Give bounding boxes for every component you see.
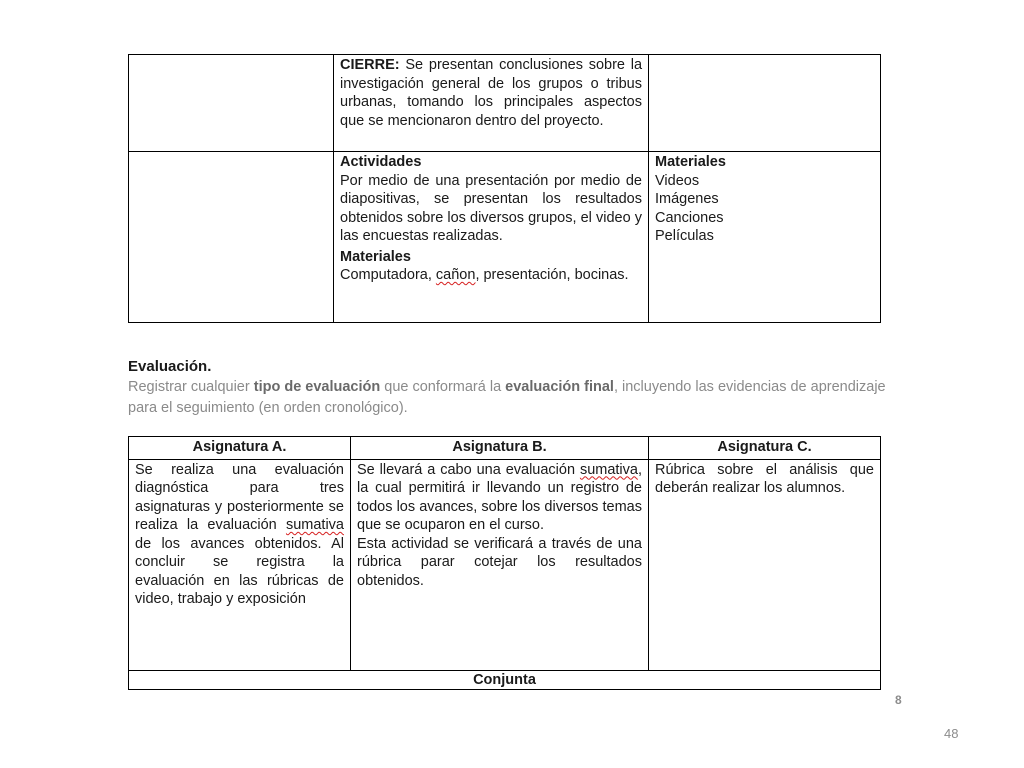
closing-cell <box>334 55 649 152</box>
column-header: Asignatura A. <box>129 437 351 460</box>
materials-label: Materiales <box>340 248 411 265</box>
closing-label: CIERRE: <box>340 57 400 73</box>
spellcheck-flag: sumativa <box>579 461 638 478</box>
activities-cell <box>334 152 649 323</box>
activities-label: Actividades <box>340 154 422 170</box>
material-item: Imágenes <box>655 191 719 207</box>
spellcheck-flag: cañon <box>435 267 476 283</box>
evaluation-instructions: Registrar cualquier tipo de evaluación que conformará la evaluación final, incluyendo las evidencias de aprendizaje para el seguimiento (en orden cronológico). <box>128 379 886 416</box>
closing-text: Se presentan conclusiones sobre la investigación general de los grupos o tribus urbanas, tomando los principales aspectos que se mencionaron dentro del proyecto. <box>340 57 643 129</box>
slide-number: 48 <box>944 726 959 741</box>
material-item: Películas <box>655 228 714 244</box>
column-header: Asignatura C. <box>649 437 881 460</box>
activities-text: Por medio de una presentación por medio de diapositivas, se presentan los resultados obtenidos sobre los diversos grupos, el video y las encuestas realizadas. <box>340 172 642 244</box>
header-row <box>129 437 881 460</box>
empty-cell <box>649 55 881 152</box>
empty-cell <box>129 152 334 323</box>
footer-row <box>129 670 881 690</box>
closing-row <box>129 55 881 152</box>
planning-table <box>128 54 881 323</box>
column-header: Asignatura B. <box>351 437 649 460</box>
subject-c-cell: Rúbrica sobre el análisis que deberán realizar los alumnos. <box>649 459 881 670</box>
material-item: Videos <box>655 172 700 189</box>
material-item: Canciones <box>655 209 724 226</box>
materials-text: Computadora, cañon, presentación, bocinas. <box>340 267 629 283</box>
activities-row <box>129 152 881 323</box>
materials-list-cell <box>649 152 881 323</box>
evaluation-table <box>128 436 881 690</box>
empty-cell <box>129 55 334 152</box>
subject-a-cell: Se realiza una evaluación diagnóstica para tres asignaturas y posteriormente se realiza la evaluación sumativa de los avances obtenidos. Al concluir se registra la evaluación en las rúbricas de video, trabajo y exposición <box>129 459 351 670</box>
spellcheck-flag: sumativa <box>285 517 344 533</box>
evaluation-row <box>129 459 881 670</box>
subject-b-cell: Se llevará a cabo una evaluación sumativa, la cual permitirá ir llevando un registro de todos los avances, sobre los diversos temas que se ocuparon en el curso. Esta actividad se verificará a través de una rúbrica parar cotejar los resultados obtenidos. <box>351 459 649 670</box>
evaluation-heading: Evaluación. <box>128 358 212 375</box>
combined-cell: Conjunta <box>129 670 881 690</box>
materials-list-label: Materiales <box>655 154 726 170</box>
document-page-number: 8 <box>895 693 902 707</box>
